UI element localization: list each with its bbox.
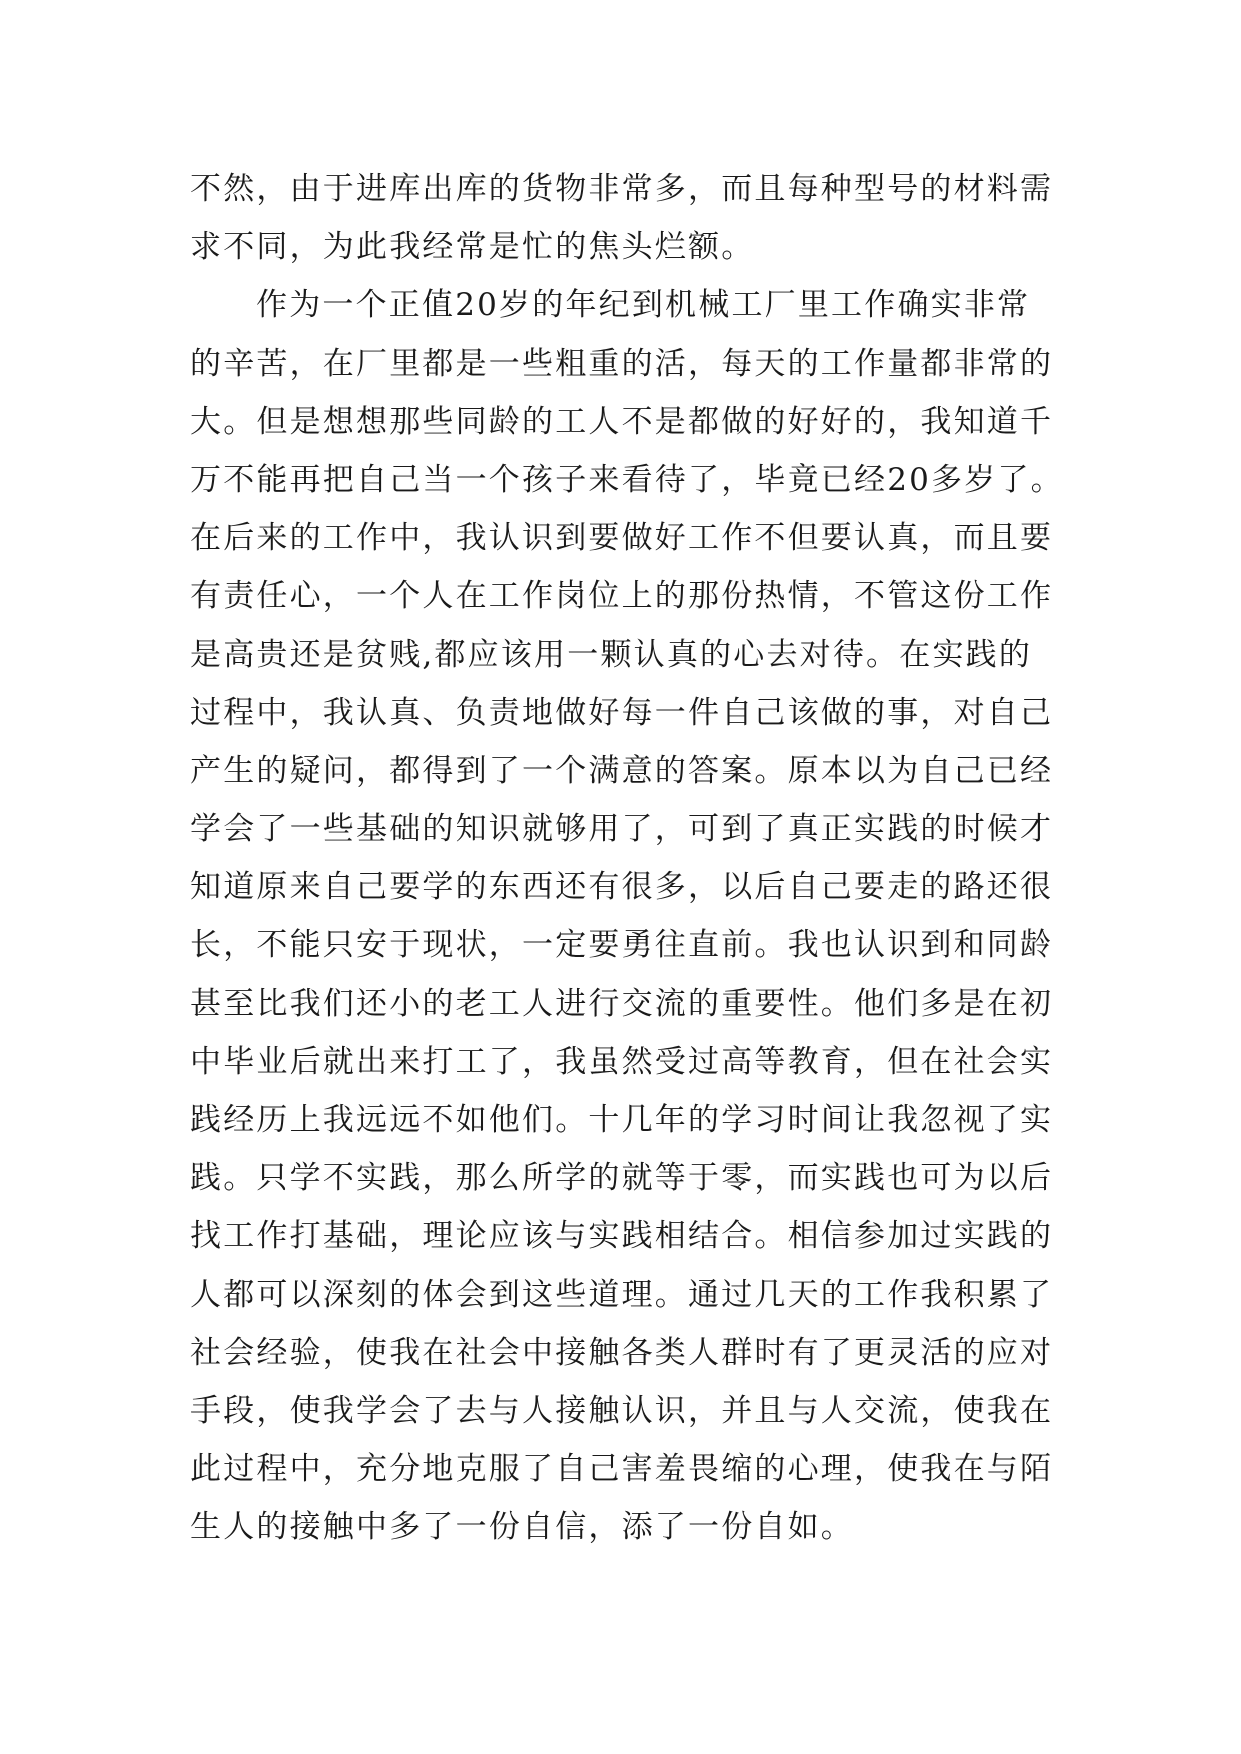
text-line: 万不能再把自己当一个孩子来看待了，毕竟已经20多岁了。 <box>190 461 1064 498</box>
text-line: 大。但是想想那些同龄的工人不是都做的好好的，我知道千 <box>190 403 1054 440</box>
text-line: 长，不能只安于现状，一定要勇往直前。我也认识到和同龄 <box>190 927 1054 964</box>
text-line: 不然，由于进库出库的货物非常多，而且每种型号的材料需 <box>190 171 1054 207</box>
text-line: 学会了一些基础的知识就够用了，可到了真正实践的时候才 <box>190 811 1054 848</box>
text-line: 找工作打基础，理论应该与实践相结合。相信参加过实践的 <box>190 1218 1054 1255</box>
text-line: 手段，使我学会了去与人接触认识，并且与人交流，使我在 <box>190 1392 1054 1429</box>
text-line: 社会经验，使我在社会中接触各类人群时有了更灵活的应对 <box>190 1334 1054 1371</box>
text-line: 践经历上我远远不如他们。十几年的学习时间让我忽视了实 <box>190 1102 1054 1138</box>
text-line: 求不同，为此我经常是忙的焦头烂额。 <box>190 229 755 266</box>
text-line: 此过程中，充分地克服了自己害羞畏缩的心理，使我在与陌 <box>190 1451 1054 1488</box>
text-line: 中毕业后就出来打工了，我虽然受过高等教育，但在社会实 <box>190 1043 1054 1080</box>
text-line: 人都可以深刻的体会到这些道理。通过几天的工作我积累了 <box>190 1276 1054 1313</box>
text-line: 产生的疑问，都得到了一个满意的答案。原本以为自己已经 <box>190 752 1054 789</box>
body-text <box>190 160 1090 1557</box>
text-line: 是高贵还是贫贱,都应该用一颗认真的心去对待。在实践的 <box>190 636 1033 673</box>
text-line: 知道原来自己要学的东西还有很多，以后自己要走的路还很 <box>190 869 1054 906</box>
text-line: 过程中，我认真、负责地做好每一件自己该做的事，对自己 <box>190 694 1054 731</box>
text-line: 的辛苦，在厂里都是一些粗重的活，每天的工作量都非常的 <box>190 345 1054 382</box>
text-line: 甚至比我们还小的老工人进行交流的重要性。他们多是在初 <box>190 985 1054 1022</box>
text-line: 生人的接触中多了一份自信，添了一份自如。 <box>190 1509 854 1546</box>
text-line: 有责任心，一个人在工作岗位上的那份热情，不管这份工作 <box>190 578 1054 615</box>
text-line: 在后来的工作中，我认识到要做好工作不但要认真，而且要 <box>190 520 1054 557</box>
text-line: 践。只学不实践，那么所学的就等于零，而实践也可为以后 <box>190 1160 1054 1197</box>
paragraph-start-line: 作为一个正值20岁的年纪到机械工厂里工作确实非常 <box>256 287 1031 324</box>
